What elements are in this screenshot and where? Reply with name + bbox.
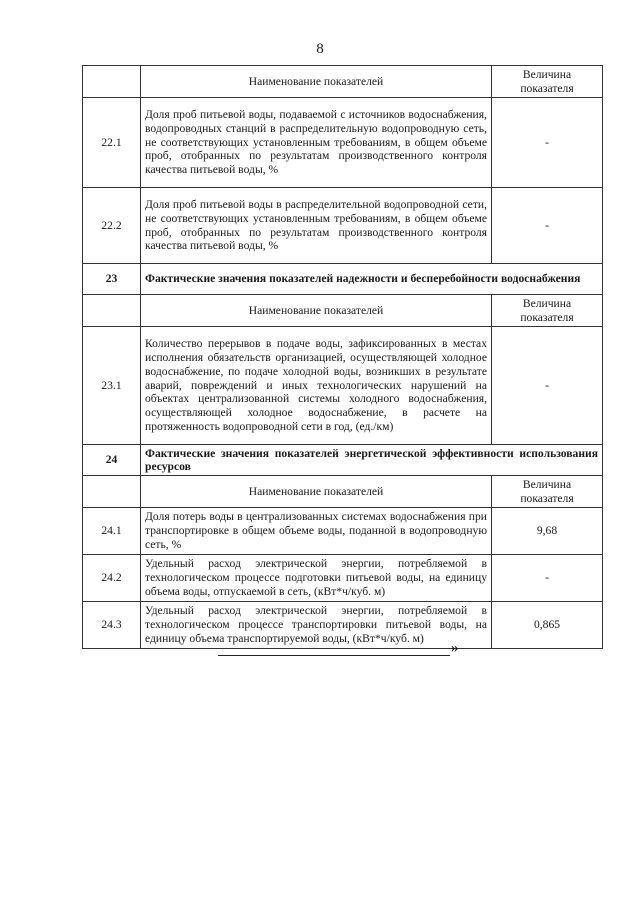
table-row — [83, 98, 603, 188]
section-title: Фактические значения показателей энергетической эффективности использования ресурсов — [141, 445, 603, 476]
indicator-description: Доля проб питьевой воды в распределительной водопроводной сети, не соответствующих установленным требованиям, в общем объеме проб, отобранных по результатам производственного контроля качества питьевой воды, % — [141, 188, 492, 264]
header-value-cell: Величина показателя — [492, 66, 603, 98]
closing-line — [218, 655, 450, 656]
table-row — [83, 188, 603, 264]
indicator-description: Доля потерь воды в централизованных системах водоснабжения при транспортировке в общем объеме воды, поданной в водопроводную сеть, % — [141, 508, 492, 555]
header-num-cell — [83, 66, 141, 98]
indicator-description: Доля проб питьевой воды, подаваемой с источников водоснабжения, водопроводных станций в распределительную водопроводную сеть, не соответствующих установленным требованиям, в общем объеме проб, отобранных по результатам производственного контроля качества питьевой воды, % — [141, 98, 492, 188]
indicator-value: - — [492, 327, 603, 445]
indicator-value: - — [492, 188, 603, 264]
section-title: Фактические значения показателей надежности и бесперебойности водоснабжения — [141, 264, 603, 295]
row-number: 22.1 — [83, 98, 141, 188]
table-row — [83, 602, 603, 649]
indicator-value: 9,68 — [492, 508, 603, 555]
closing-quote-mark: » — [451, 640, 459, 656]
header-name-cell: Наименование показателей — [141, 66, 492, 98]
indicator-value: - — [492, 555, 603, 602]
row-number: 24.3 — [83, 602, 141, 649]
table-header-row — [83, 295, 603, 327]
header-num-cell — [83, 295, 141, 327]
header-name-cell: Наименование показателей — [141, 476, 492, 508]
section-number: 23 — [83, 264, 141, 295]
indicator-description: Удельный расход электрической энергии, потребляемой в технологическом процессе транспортировки питьевой воды, на единицу объема транспортируемой воды, (кВт*ч/куб. м) — [141, 602, 492, 649]
table-header-row — [83, 476, 603, 508]
header-value-cell: Величина показателя — [492, 476, 603, 508]
table-row — [83, 555, 603, 602]
indicator-description: Количество перерывов в подаче воды, зафиксированных в местах исполнения обязательств организацией, осуществляющей холодное водоснабжение, по подаче холодной воды, возникших в результате аварий, повреждений и иных технологических нарушений на объектах централизованной системы холодного водоснабжения, осуществляющей холодное водоснабжение, в расчете на протяженность водопроводной сети в год, (ед./км) — [141, 327, 492, 445]
indicators-table — [82, 65, 603, 649]
table-header-row — [83, 66, 603, 98]
section-row — [83, 264, 603, 295]
header-num-cell — [83, 476, 141, 508]
header-value-cell: Величина показателя — [492, 295, 603, 327]
indicator-value: - — [492, 98, 603, 188]
row-number: 22.2 — [83, 188, 141, 264]
header-name-cell: Наименование показателей — [141, 295, 492, 327]
section-number: 24 — [83, 445, 141, 476]
indicator-value: 0,865 — [492, 602, 603, 649]
section-row — [83, 445, 603, 476]
row-number: 23.1 — [83, 327, 141, 445]
table-row — [83, 327, 603, 445]
table-row — [83, 508, 603, 555]
row-number: 24.1 — [83, 508, 141, 555]
indicator-description: Удельный расход электрической энергии, потребляемой в технологическом процессе подготовки питьевой воды, на единицу объема воды, отпускаемой в сеть, (кВт*ч/куб. м) — [141, 555, 492, 602]
page-number: 8 — [316, 41, 324, 57]
row-number: 24.2 — [83, 555, 141, 602]
